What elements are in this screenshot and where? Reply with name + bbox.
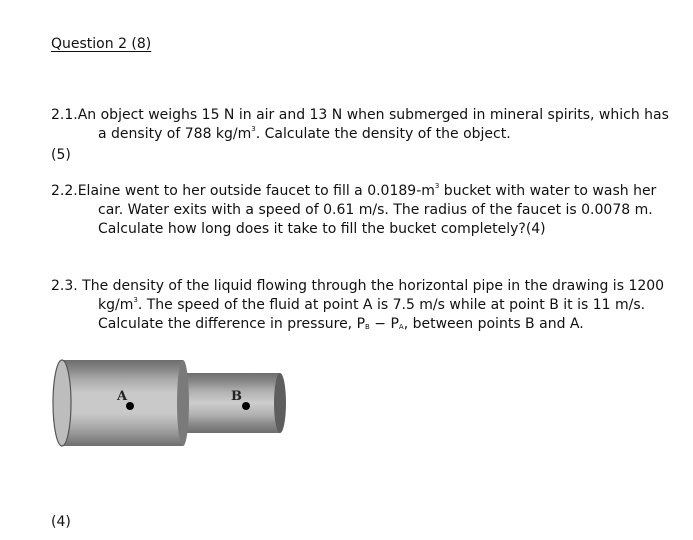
q22-line-2: car. Water exits with a speed of 0.61 m/s. The radius of the faucet is 0.0078 m. — [98, 202, 653, 218]
q23-line-1: 2.3. The density of the liquid flowing through the horizontal pipe in the drawing is 1200 — [51, 278, 665, 294]
q23-subscript-a: A — [398, 323, 404, 331]
q23-line-2-text: kg/m — [98, 297, 134, 313]
q23-exponent: 3 — [133, 296, 138, 304]
q23-subscript-b: B — [365, 323, 370, 331]
q22-line-1 — [51, 182, 656, 201]
q23-line-3-mid: − P — [369, 316, 399, 332]
q21-line-2 — [98, 125, 511, 144]
question-heading: Question 2 (8) — [51, 36, 152, 52]
point-a-label: A — [117, 389, 128, 404]
q23-marks: (4) — [51, 514, 71, 530]
q21-line-2-text: a density of 788 kg/m — [98, 126, 252, 142]
q22-line-1-rest: bucket with water to wash her — [439, 183, 657, 199]
q23-line-2-rest: . The speed of the fluid at point A is 7.5 m/s while at point B it is 11 m/s. — [137, 297, 646, 313]
q21-marks: (5) — [51, 147, 71, 163]
q23-line-3-rest: , between points B and A. — [403, 316, 584, 332]
point-a-dot — [126, 402, 134, 410]
q22-line-1-text: 2.2.Elaine went to her outside faucet to fill a 0.0189-m — [51, 183, 435, 199]
pipe-diagram — [50, 356, 300, 452]
point-b-label: B — [231, 389, 242, 404]
q23-line-2 — [98, 296, 645, 315]
q21-exponent: 3 — [251, 125, 256, 133]
q23-line-3 — [98, 315, 584, 334]
point-b-dot — [242, 402, 250, 410]
q23-line-3-text: Calculate the difference in pressure, P — [98, 316, 366, 332]
q21-line-2-rest: . Calculate the density of the object. — [255, 126, 511, 142]
q22-exponent: 3 — [434, 182, 440, 190]
q21-line-1: 2.1.An object weighs 15 N in air and 13 N when submerged in mineral spirits, which has — [51, 107, 669, 123]
q22-line-3: Calculate how long does it take to fill the bucket completely?(4) — [98, 221, 546, 237]
